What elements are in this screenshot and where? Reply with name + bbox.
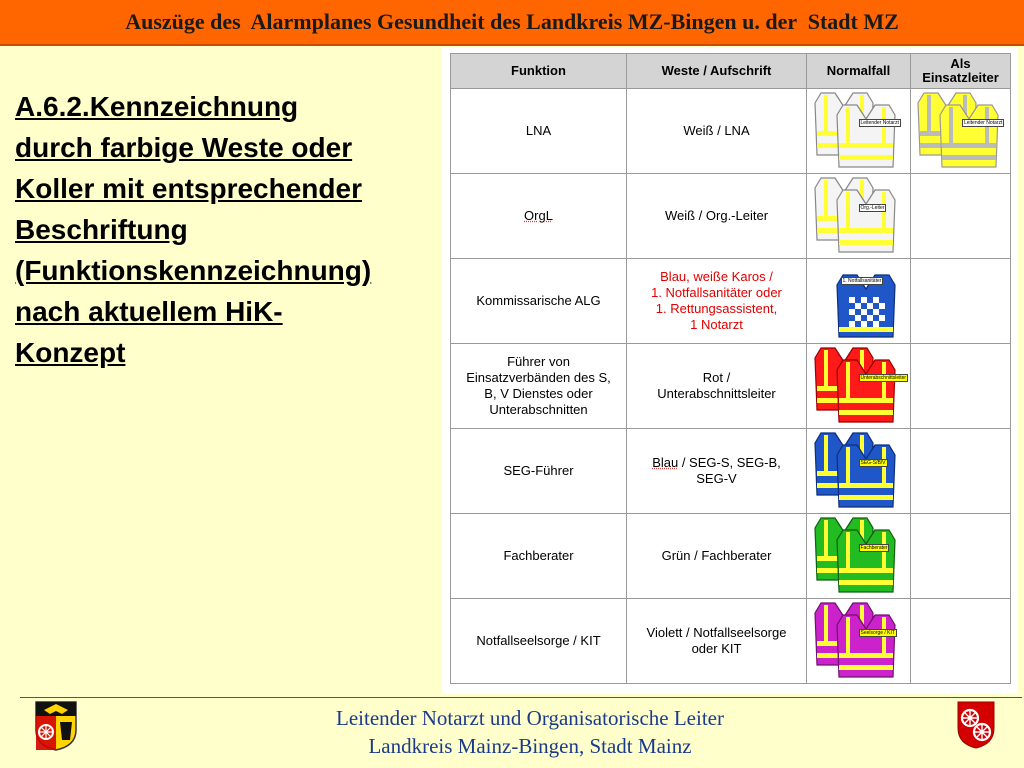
table-row [451,429,1011,514]
cell-einsatzleiter [911,174,1011,259]
vest-label: SEG-S/B/V [860,460,886,466]
column-header-einsatzleiter: Als Einsatzleiter [911,54,1011,89]
header-bar [0,0,1024,46]
funktion-line: Führer von [507,354,570,369]
vest-label: Org.-Leiter [860,205,885,211]
vest-shape [835,358,897,424]
cell-einsatzleiter [911,599,1011,684]
table-row [451,259,1011,344]
vest-label: Leitender Notarzt [964,120,1003,126]
section-heading [15,86,455,373]
cell-einsatzleiter [911,89,1011,174]
cell-normalfall [807,259,911,344]
heading-line: durch farbige Weste oder [15,132,353,163]
heading-line: nach aktuellem HiK- [15,296,283,327]
footer-line-2: Landkreis Mainz-Bingen, Stadt Mainz [368,734,692,758]
weste-line [630,455,803,471]
cell-funktion: SEG-Führer [451,429,627,514]
function-vest-table [450,53,1011,684]
cell-normalfall [807,344,911,429]
vest-label: Unterabschnittsleiter [860,375,907,381]
cell-funktion [451,174,627,259]
column-header-funktion: Funktion [451,54,627,89]
table-header-row [451,54,1011,89]
vest-white-icon [811,176,907,256]
vest-green-icon [811,516,907,596]
weste-line: Violett / Notfallseelsorge [646,625,787,640]
cell-weste [627,259,807,344]
weste-line: SEG-V [696,471,737,486]
vest-shape [835,613,897,679]
cell-einsatzleiter [911,514,1011,599]
column-header-normalfall: Normalfall [807,54,911,89]
heading-line: Konzept [15,337,126,368]
slide-title: Auszüge des Alarmplanes Gesundheit des Landkreis MZ-Bingen u. der Stadt MZ [125,9,899,34]
cell-weste [627,344,807,429]
weste-line: 1. Rettungsassistent, [655,301,778,316]
cell-funktion: Kommissarische ALG [451,259,627,344]
table-row [451,344,1011,429]
cell-normalfall [807,174,911,259]
landkreis-mainz-bingen-coat-of-arms-icon [34,700,78,752]
vest-violet-icon [811,601,907,681]
cell-weste [627,599,807,684]
footer-divider [20,697,1022,698]
footer-caption [240,704,820,760]
cell-normalfall [807,599,911,684]
weste-line: 1. Notfallsanitäter oder [651,285,782,300]
table-row [451,89,1011,174]
funktion-line: Einsatzverbänden des S, [466,370,611,385]
stadt-mainz-coat-of-arms-icon [956,700,996,750]
cell-einsatzleiter [911,259,1011,344]
vest-yellow-icon [914,91,1010,171]
cell-funktion [451,344,627,429]
cell-weste: Grün / Fachberater [627,514,807,599]
vest-shape [835,188,897,254]
heading-line: (Funktionskennzeichnung) [15,255,372,286]
heading-line: Koller mit entsprechender [15,173,362,204]
vest-blue-checkered-icon [811,261,907,341]
cell-einsatzleiter [911,344,1011,429]
vest-label: Leitender Notarzt [860,120,899,126]
vest-red-icon [811,346,907,426]
table-row [451,174,1011,259]
heading-line: Beschriftung [15,214,188,245]
funktion-line: Unterabschnitten [489,402,588,417]
footer-line-1: Leitender Notarzt und Organisatorische Leiter [336,706,724,730]
weste-line: Blau, weiße Karos / [660,269,773,284]
cell-normalfall [807,89,911,174]
cell-weste [627,429,807,514]
heading-line: A.6.2.Kennzeichnung [15,91,299,122]
cell-normalfall [807,514,911,599]
vest-shape [835,528,897,594]
vest-label: 1. Notfallsanitäter [842,278,882,284]
vest-blue-icon [811,431,907,511]
weste-line: 1 Notarzt [690,317,743,332]
weste-line: Unterabschnittsleiter [657,386,776,401]
weste-line: Rot / [702,370,731,385]
cell-normalfall [807,429,911,514]
cell-funktion: Fachberater [451,514,627,599]
vest-white-icon [811,91,907,171]
vest-shape [835,103,897,169]
funktion-text: OrgL [524,208,553,223]
weste-underlined: Blau [652,455,679,470]
cell-weste: Weiß / Org.-Leiter [627,174,807,259]
cell-weste: Weiß / LNA [627,89,807,174]
cell-funktion: LNA [451,89,627,174]
table-row [451,514,1011,599]
cell-einsatzleiter [911,429,1011,514]
vest-shape [835,443,897,509]
vest-label: Seelsorge / KIT [860,630,895,636]
vest-table-image [442,48,1018,694]
cell-funktion: Notfallseelsorge / KIT [451,599,627,684]
table-row [451,599,1011,684]
weste-line: oder KIT [691,641,742,656]
column-header-weste: Weste / Aufschrift [627,54,807,89]
weste-rest: / SEG-S, SEG-B, [678,455,781,470]
vest-shape [938,103,1000,169]
funktion-line: B, V Dienstes oder [484,386,593,401]
vest-label: Fachberater [860,545,888,551]
